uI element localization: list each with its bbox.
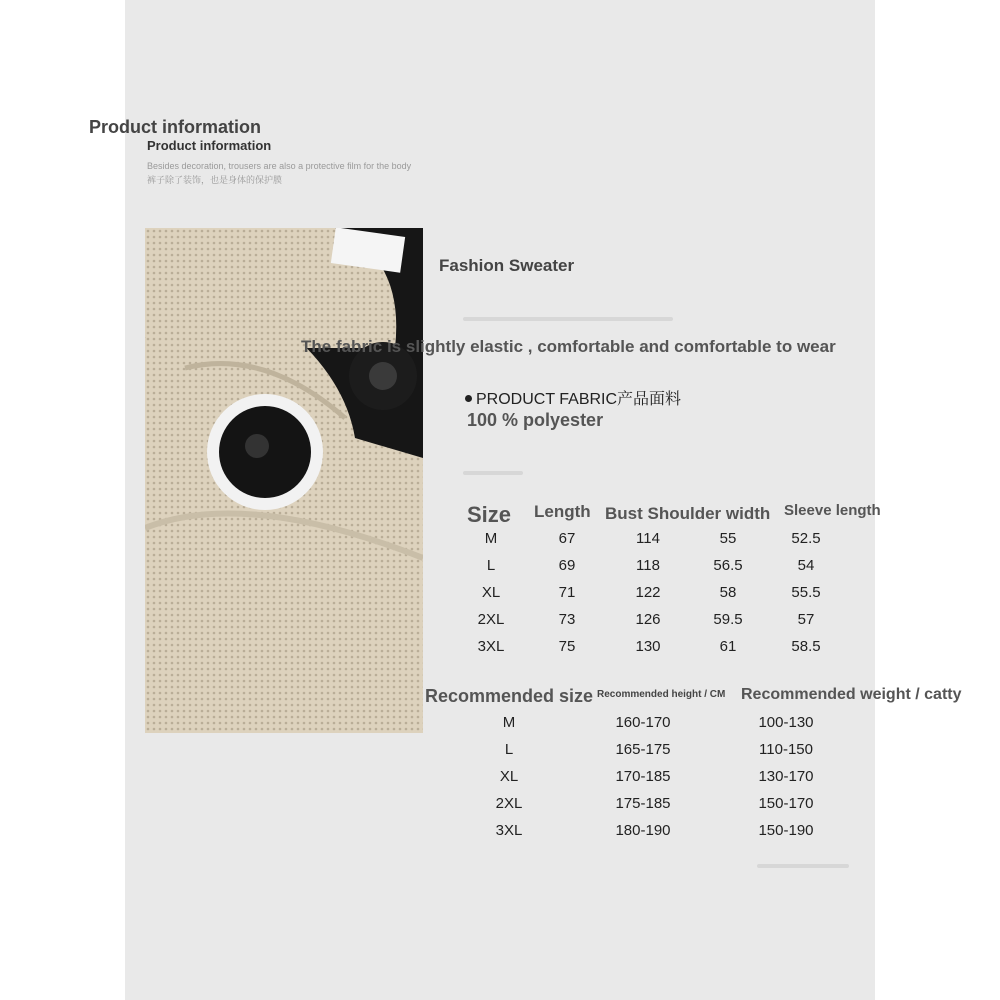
- bust-shoulder-header: Bust Shoulder width: [605, 504, 771, 523]
- size-shoulder-cell: 58: [719, 584, 737, 601]
- note-english: Besides decoration, trousers are also a protective film for the body: [147, 161, 412, 171]
- recommended-size-header: Recommended size: [425, 686, 594, 706]
- recommended-size-cell: M: [502, 714, 516, 731]
- bullet-icon: [465, 395, 472, 402]
- recommended-size-cell: 2XL: [495, 795, 523, 812]
- size-size-cell: XL: [481, 584, 501, 601]
- size-bust-cell: 118: [636, 557, 660, 574]
- recommended-weight-cell: 110-150: [759, 741, 813, 758]
- size-sleeve-cell: 58.5: [791, 638, 821, 655]
- recommended-size-cell: XL: [499, 768, 519, 785]
- recommended-weight-cell: 150-190: [758, 822, 814, 839]
- size-size-cell: M: [484, 530, 498, 547]
- size-length-cell: 69: [558, 557, 576, 574]
- size-shoulder-cell: 59.5: [713, 611, 743, 628]
- recommended-height-cell: 165-175: [615, 741, 671, 758]
- size-length-cell: 73: [558, 611, 576, 628]
- blur-line: [463, 317, 673, 321]
- note-chinese: 裤子除了装饰，也是身体的保护膜: [147, 175, 283, 185]
- recommended-weight-header: Recommended weight / catty: [741, 686, 962, 703]
- recommended-weight-cell: 150-170: [758, 795, 814, 812]
- size-bust-cell: 130: [635, 638, 661, 655]
- recommended-height-header: Recommended height / CM: [597, 689, 726, 700]
- recommended-height-cell: 180-190: [615, 822, 671, 839]
- size-shoulder-cell: 56.5: [713, 557, 743, 574]
- recommended-size-cell: L: [504, 741, 514, 758]
- size-sleeve-cell: 55.5: [791, 584, 821, 601]
- size-bust-cell: 126: [635, 611, 661, 628]
- size-bust-cell: 114: [636, 530, 660, 547]
- size-length-cell: 67: [558, 530, 576, 547]
- blur-line: [463, 471, 523, 475]
- recommended-weight-cell: 130-170: [758, 768, 814, 785]
- size-size-cell: 2XL: [477, 611, 505, 628]
- product-description: The fabric is slightly elastic , comfortable and comfortable to wear: [301, 337, 836, 356]
- page-title: Product information: [89, 117, 261, 137]
- product-photo: [145, 228, 423, 733]
- recommended-size-cell: 3XL: [495, 822, 523, 839]
- fabric-label: [465, 386, 681, 409]
- sleeve-length-header: Sleeve length: [784, 502, 881, 519]
- size-size-cell: 3XL: [477, 638, 505, 655]
- size-shoulder-cell: 61: [719, 638, 737, 655]
- length-header: Length: [534, 502, 591, 521]
- recommended-weight-cell: 100-130: [758, 714, 814, 731]
- section-subtitle: Product information: [147, 138, 272, 153]
- product-name: Fashion Sweater: [439, 256, 575, 275]
- recommended-height-cell: 170-185: [615, 768, 671, 785]
- size-bust-cell: 122: [635, 584, 661, 601]
- size-shoulder-cell: 55: [719, 530, 737, 547]
- fabric-label-text: PRODUCT FABRIC产品面料: [476, 391, 682, 408]
- size-length-cell: 71: [558, 584, 576, 601]
- blur-line: [757, 864, 849, 868]
- recommended-height-cell: 160-170: [615, 714, 671, 731]
- fabric-value: 100 % polyester: [467, 410, 604, 430]
- size-sleeve-cell: 54: [797, 557, 815, 574]
- size-length-cell: 75: [558, 638, 576, 655]
- size-sleeve-cell: 57: [797, 611, 815, 628]
- size-header: Size: [467, 502, 512, 527]
- size-sleeve-cell: 52.5: [791, 530, 821, 547]
- recommended-height-cell: 175-185: [615, 795, 671, 812]
- size-size-cell: L: [486, 557, 496, 574]
